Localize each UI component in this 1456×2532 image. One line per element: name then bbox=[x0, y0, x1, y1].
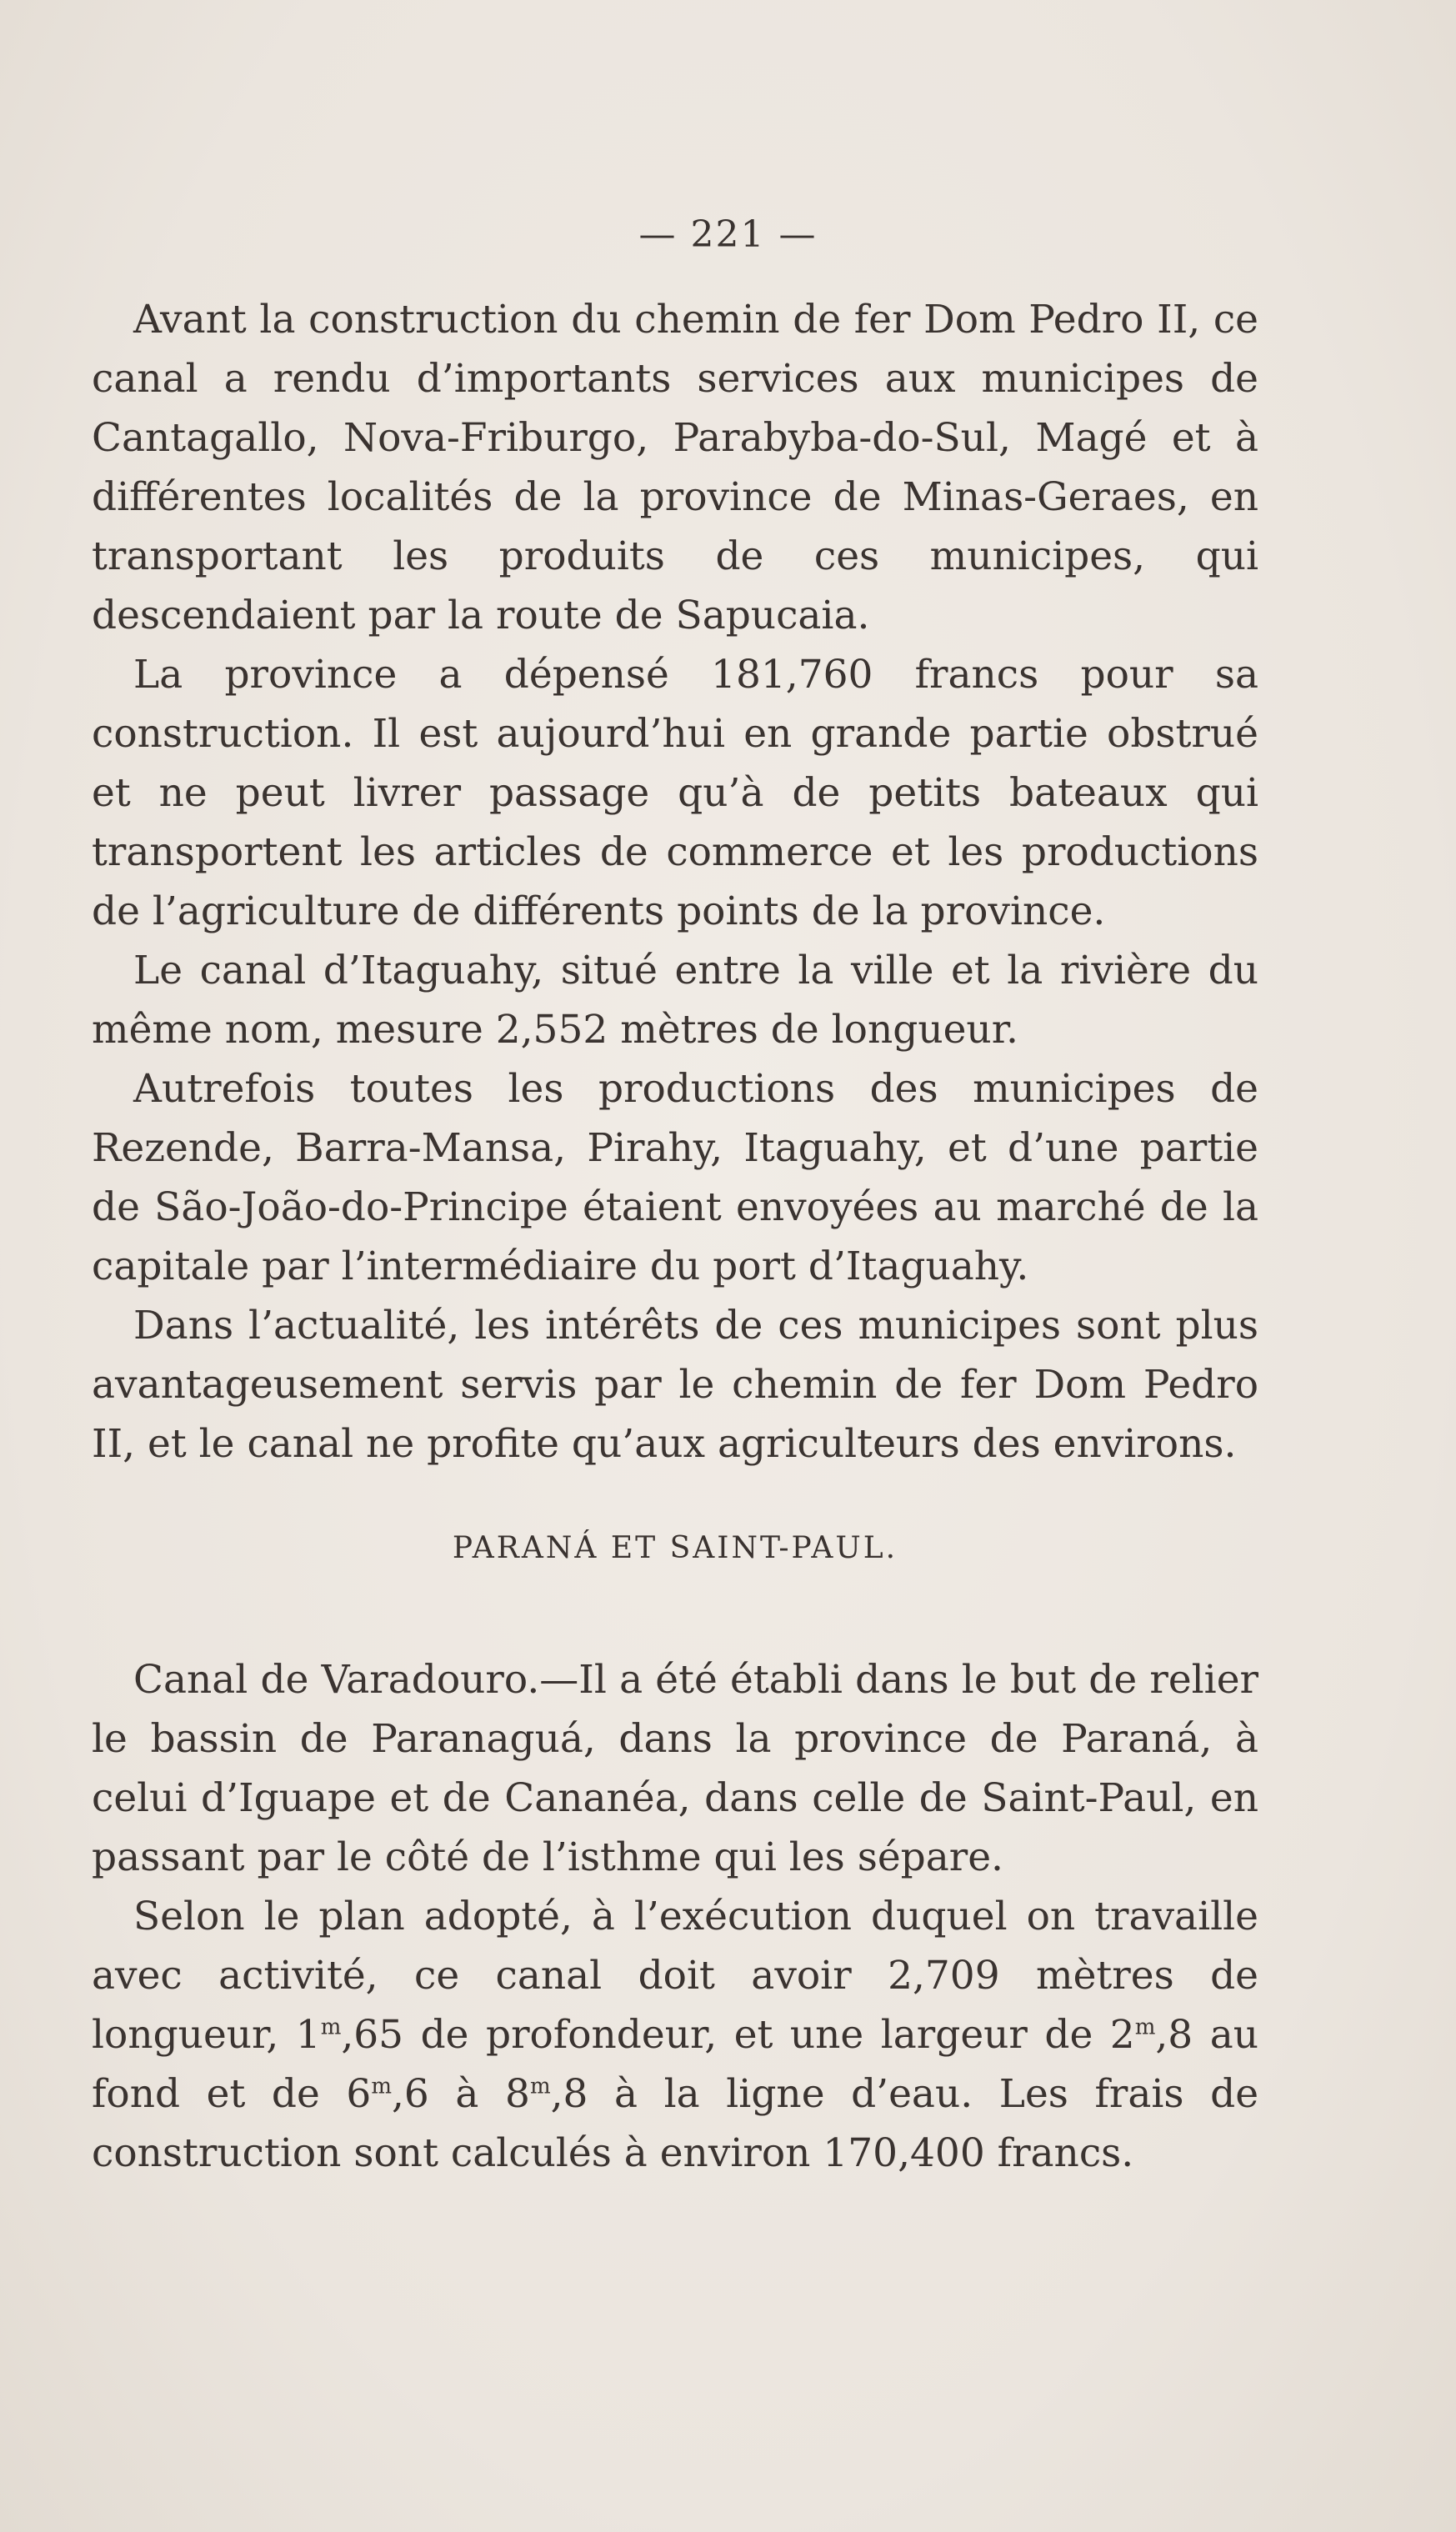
paragraph: Le canal d’Itaguahy, situé entre la ville et la rivière du même nom, mesure 2,552 mètres de longueur. bbox=[92, 948, 1258, 1053]
text-run: ,8 à la ligne d’eau. Les frais de construction sont calculés à environ 170,400 francs. bbox=[92, 2071, 1259, 2176]
text-run: ,8 au fond et de 6 bbox=[92, 2012, 1258, 2117]
paragraph: Dans l’actualité, les intérêts de ces municipes sont plus avantageusement servis par le chemin de fer Dom Pedro II, et le canal ne profite qu’aux agriculteurs des environs. bbox=[92, 1303, 1258, 1467]
text-run: ,65 de profondeur, et une largeur de 2 bbox=[341, 2012, 1135, 2058]
paragraph: Avant la construction du chemin de fer Dom Pedro II, ce canal a rendu d’importants services aux municipes de Cantagallo, Nova-Friburgo, Parabyba-do-Sul, Magé et à différentes localités de la province de Minas-Geraes, en transportant les produits de ces municipes, qui descendaient par la route de Sapucaia. bbox=[92, 297, 1258, 638]
page-number: — 221 — bbox=[638, 213, 818, 256]
unit-superscript: m bbox=[529, 2074, 551, 2099]
section-heading: PARANÁ ET SAINT-PAUL. bbox=[452, 1531, 898, 1565]
text-run: Selon le plan adopté, à l’exécution duquel on travaille avec activité, ce canal doit avoir 2,709 mètres de longueur, 1 bbox=[92, 1894, 1258, 2058]
text-run: ,6 à 8 bbox=[391, 2071, 530, 2117]
unit-superscript: m bbox=[371, 2074, 392, 2099]
paragraph: Canal de Varadouro.—Il a été établi dans le but de relier le bassin de Paranaguá, dans la province de Paraná, à celui d’Iguape et de Cananéa, dans celle de Saint-Paul, en passant par le côté de l’isthme qui les sépare. bbox=[92, 1657, 1258, 1880]
paragraph: Autrefois toutes les productions des municipes de Rezende, Barra-Mansa, Pirahy, Itaguahy, et d’une partie de São-João-do-Principe étaient envoyées au marché de la capitale par l’intermédiaire du port d’Itaguahy. bbox=[92, 1066, 1258, 1289]
unit-superscript: m bbox=[320, 2014, 342, 2040]
page-body bbox=[92, 290, 1258, 2183]
paragraph: La province a dépensé 181,760 francs pour sa construction. Il est aujourd’hui en grande partie obstrué et ne peut livrer passage qu’à de petits bateaux qui transportent les articles de commerce et les productions de l’agriculture de différents points de la province. bbox=[92, 652, 1258, 934]
paragraph-dimensions bbox=[92, 1887, 1258, 2183]
unit-superscript: m bbox=[1134, 2014, 1156, 2040]
